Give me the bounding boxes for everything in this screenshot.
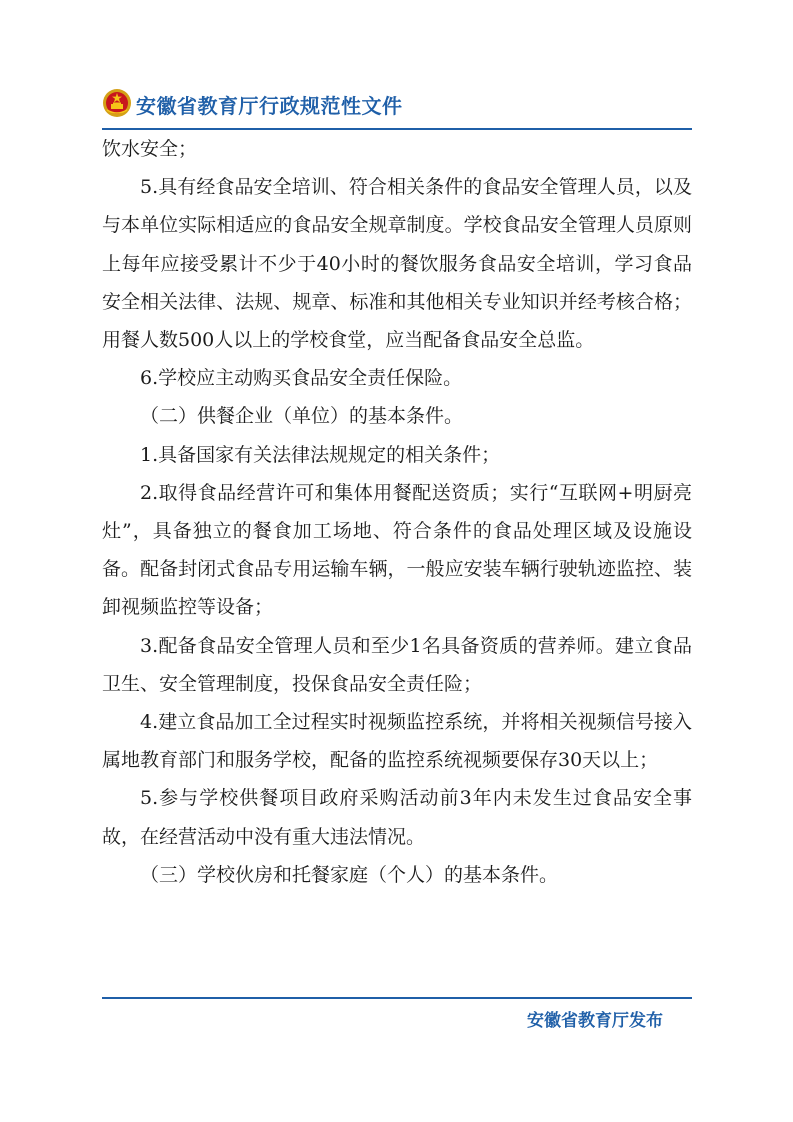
document-header (102, 84, 692, 128)
paragraph: 3.配备食品安全管理人员和至少1名具备资质的营养师。建立食品卫生、安全管理制度，投保食品安全责任险； (102, 634, 692, 695)
paragraph: 1.具备国家有关法律法规规定的相关条件； (140, 443, 501, 466)
document-body (102, 130, 692, 894)
paragraph: 6.学校应主动购买食品安全责任保险。 (140, 367, 463, 390)
paragraph: 4.建立食品加工全过程实时视频监控系统，并将相关视频信号接入属地教育部门和服务学校，配备的监控系统视频要保存30天以上； (102, 711, 692, 772)
footer-publisher: 安徽省教育厅发布 (527, 1011, 663, 1031)
paragraph: 5.参与学校供餐项目政府采购活动前3年内未发生过食品安全事故，在经营活动中没有重大违法情况。 (102, 787, 692, 848)
paragraph: 5.具有经食品安全培训、符合相关条件的食品安全管理人员，以及与本单位实际相适应的食品安全规章制度。学校食品安全管理人员原则上每年应接受累计不少于40小时的餐饮服务食品安全培训，学习食品安全相关法律、法规、规章、标准和其他相关专业知识并经考核合格；用餐人数500人以上的学校食堂，应当配备食品安全总监。 (102, 176, 692, 352)
header-title: 安徽省教育厅行政规范性文件 (136, 94, 403, 118)
paragraph: （二）供餐企业（单位）的基本条件。 (140, 405, 464, 428)
paragraph: （三）学校伙房和托餐家庭（个人）的基本条件。 (140, 863, 559, 886)
paragraph: 饮水安全； (102, 138, 198, 160)
paragraph: 2.取得食品经营许可和集体用餐配送资质；实行“互联网+明厨亮灶”，具备独立的餐食加工场地、符合条件的食品处理区域及设施设备。配备封闭式食品专用运输车辆，一般应安装车辆行驶轨迹监控、装卸视频监控等设备； (102, 481, 692, 619)
national-emblem-icon (102, 88, 132, 118)
footer-divider (102, 997, 692, 999)
